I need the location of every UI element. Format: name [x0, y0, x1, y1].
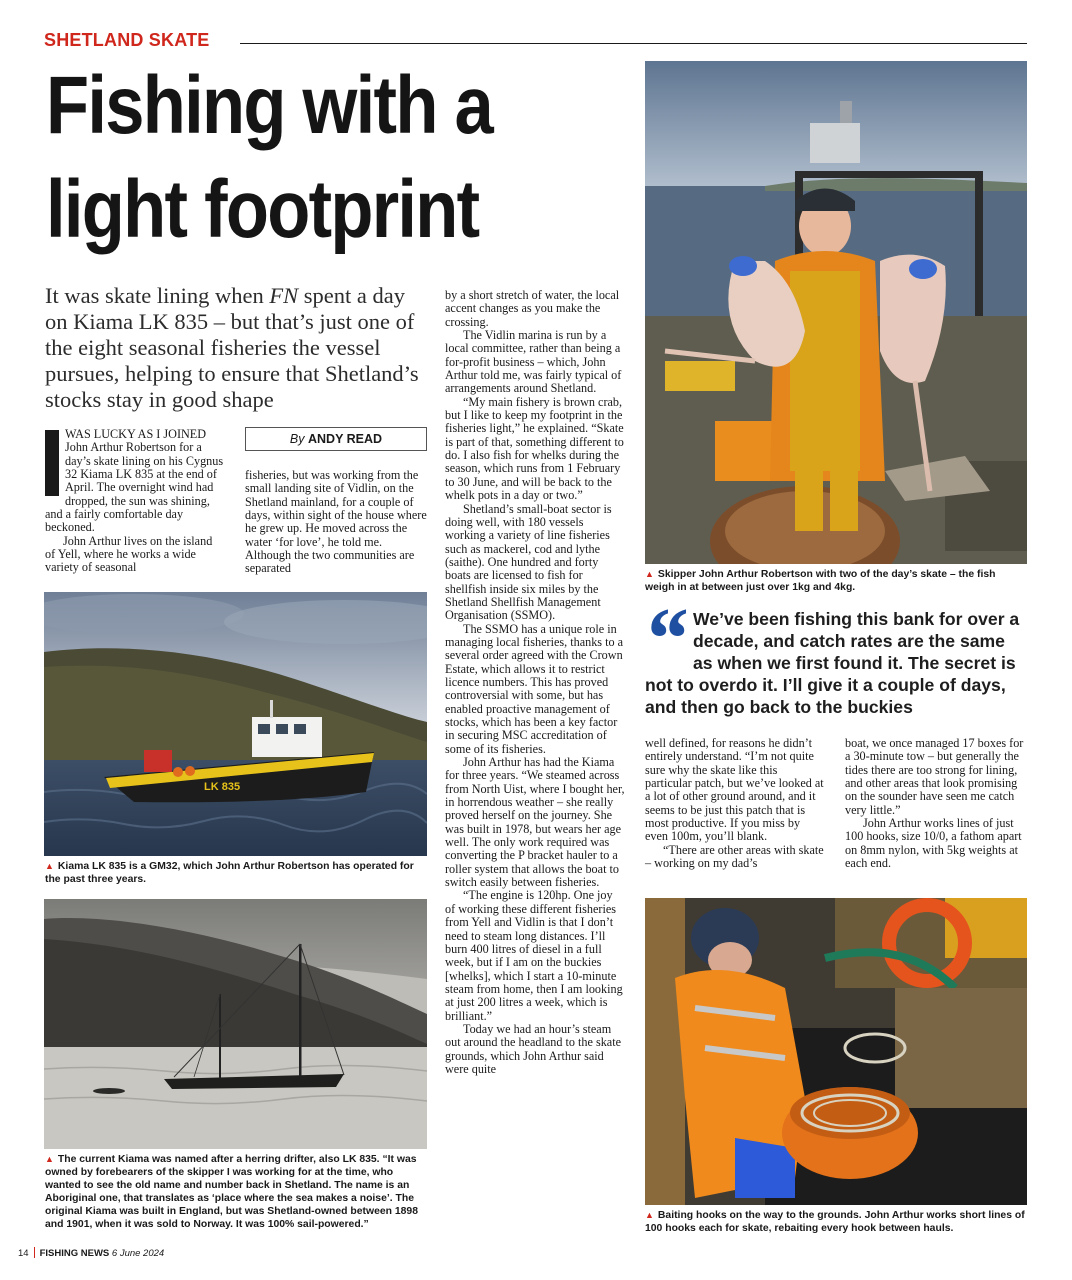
standfirst [45, 283, 430, 413]
standfirst-part1: It was skate lining when [45, 283, 270, 308]
body-paragraph: The SSMO has a unique role in managing local fisheries, thanks to a several order agreed with the Crown Estate, which allows it to restrict licence numbers. This has proved controversial with some, but has enabled proactive management of stocks, which has been a key factor in securing MSC accreditation of some of its fisheries. [445, 621, 624, 756]
body-column-4 [645, 737, 825, 870]
body-paragraph: WAS LUCKY AS I JOINED John Arthur Robertson for a day’s skate lining on his Cygnus 32 Kiama LK 835 at the end of April. The overnight wind had dropped, the sun was shining, and a fairly comfortable day beckoned. [45, 427, 224, 535]
body-paragraph: John Arthur works lines of just 100 hooks, size 10/0, a fathom apart on 8mm nylon, with 5kg weights at each end. [845, 816, 1022, 871]
boat-registration-text: LK 835 [204, 781, 241, 793]
body-paragraph: John Arthur lives on the island of Yell, where he works a wide variety of seasonal [45, 533, 213, 575]
publication-name: FISHING NEWS [39, 1248, 110, 1259]
kicker-rule [240, 43, 1027, 44]
issue-date: 6 June 2024 [111, 1248, 165, 1259]
body-column-2 [245, 469, 427, 576]
skipper-photo [645, 61, 1027, 564]
body-paragraph: boat, we once managed 17 boxes for a 30-minute tow – but generally the tides there are too strong for lining, and other areas that look promising on the sounder have seen me catch very little.” [845, 736, 1024, 817]
boat-caption-text: Kiama LK 835 is a GM32, which John Arthur Robertson has operated for the past three years. [45, 861, 414, 885]
headline: Fishing with a light footprint [46, 60, 493, 255]
body-paragraph: fisheries, but was working from the small landing site of Vidlin, on the Shetland mainland, for a couple of days, within sight of the house where he grew up. He moved across the water ‘for love’, he told me. Although the two communities are separated [245, 468, 427, 576]
caption-marker-icon: ▲ [645, 1210, 654, 1220]
caption-marker-icon: ▲ [645, 569, 654, 579]
body-paragraph: “My main fishery is brown crab, but I like to keep my footprint in the fisheries light,” he explained. “Skate is part of that, something different to do. I also fish for whelks during the season, which runs from 1 February to 30 June, and will be back to the whelk pots in a day or two.” [445, 394, 624, 503]
body-paragraph: “The engine is 120hp. One joy of working these different fisheries from Yell and Vidlin is that I don’t need to steam long distances. I’ll burn 400 litres of diesel in a full week, but if I am on the buckies [whelks], which I start a 10-minute steam from home, then I am looking at just 200 litres a week, which is brilliant.” [445, 888, 623, 1023]
page-number: 14 [18, 1248, 29, 1259]
footer-separator [34, 1247, 35, 1258]
boat-photo [44, 592, 427, 856]
page-footer [18, 1247, 164, 1259]
standfirst-emphasis: FN [269, 283, 299, 308]
byline-by: By [289, 432, 305, 446]
body-paragraph: “There are other areas with skate – working on my dad’s [645, 842, 824, 871]
body-paragraph: Today we had an hour’s steam out around the headland to the skate grounds, which John Arthur said were quite [445, 1021, 621, 1076]
baiting-caption-text: Baiting hooks on the way to the grounds. John Arthur works short lines of 100 hooks each for skate, rebaiting every hook between hauls. [645, 1210, 1025, 1234]
body-column-1 [45, 428, 225, 575]
caption-marker-icon: ▲ [45, 861, 54, 871]
quote-mark-icon: “ [643, 591, 687, 688]
body-paragraph: well defined, for reasons he didn’t entirely understand. “I’m not quite sure why the skate like this particular patch, but we’ve looked at a lot of other ground around, and it seems to be just this patch that is most productive. If you miss by even 100m, you’ll blank. [645, 736, 824, 844]
boat-caption [45, 860, 428, 886]
historic-caption-text: The current Kiama was named after a herring drifter, also LK 835. “It was owned by forebearers of the skipper I was working for at the time, who wanted to see the old name and number back in Shetland. The name is an Aboriginal one, that translates as ‘place where the sea makes a noise’. The original Kiama was built in England, but was Shetland-owned between 1898 and 1901, when it was sold to Norway. It was 100% sail-powered.” [45, 1154, 418, 1230]
pull-quote-text: We’ve been fishing this bank for over a decade, and catch rates are the same as when we first found it. The secret is not to overdo it. I’ll give it a couple of days, and then go back to the buckies [645, 609, 1020, 717]
body-column-5 [845, 737, 1027, 870]
baiting-photo [645, 898, 1027, 1205]
historic-caption [45, 1153, 428, 1231]
caption-marker-icon: ▲ [45, 1154, 54, 1164]
byline-author: ANDY READ [307, 432, 383, 446]
baiting-caption [645, 1209, 1027, 1235]
skipper-caption-text: Skipper John Arthur Robertson with two of the day’s skate – the fish weigh in at between just over 1kg and 4kg. [645, 569, 996, 593]
historic-photo [44, 899, 427, 1149]
body-paragraph: The Vidlin marina is run by a local committee, rather than being a for-profit business – which, John Arthur told me, was fairly typical of arrangements around Shetland. [445, 328, 622, 396]
body-paragraph: by a short stretch of water, the local accent changes as you make the crossing. [445, 288, 620, 329]
pull-quote [643, 591, 1027, 718]
body-paragraph: Shetland’s small-boat sector is doing well, with 180 vessels working a variety of line fisheries such as mackerel, cod and lythe (saithe). One hundred and forty boats are licensed to fish for shellfish inside six miles by the Shetland Shellfish Management Organisation (SSMO). [445, 501, 612, 623]
drop-cap [45, 430, 59, 496]
section-kicker: SHETLAND SKATE [44, 30, 210, 50]
body-column-3 [445, 289, 625, 1076]
byline [245, 427, 427, 451]
skipper-caption [645, 568, 1027, 594]
standfirst-part2: spent a day on Kiama LK 835 – but that’s just one of the eight seasonal fisheries the vessel pursues, helping to ensure that Shetland’s stocks stay in good shape [45, 283, 419, 412]
body-paragraph: John Arthur has had the Kiama for three years. “We steamed across from North Uist, where I bought her, in horrendous weather – she really proved herself on the journey. She was built in 1978, but wears her age well. The only work required was converting the P bracket hauler to a roller system that allows the boat to switch easily between fisheries. [445, 755, 625, 890]
